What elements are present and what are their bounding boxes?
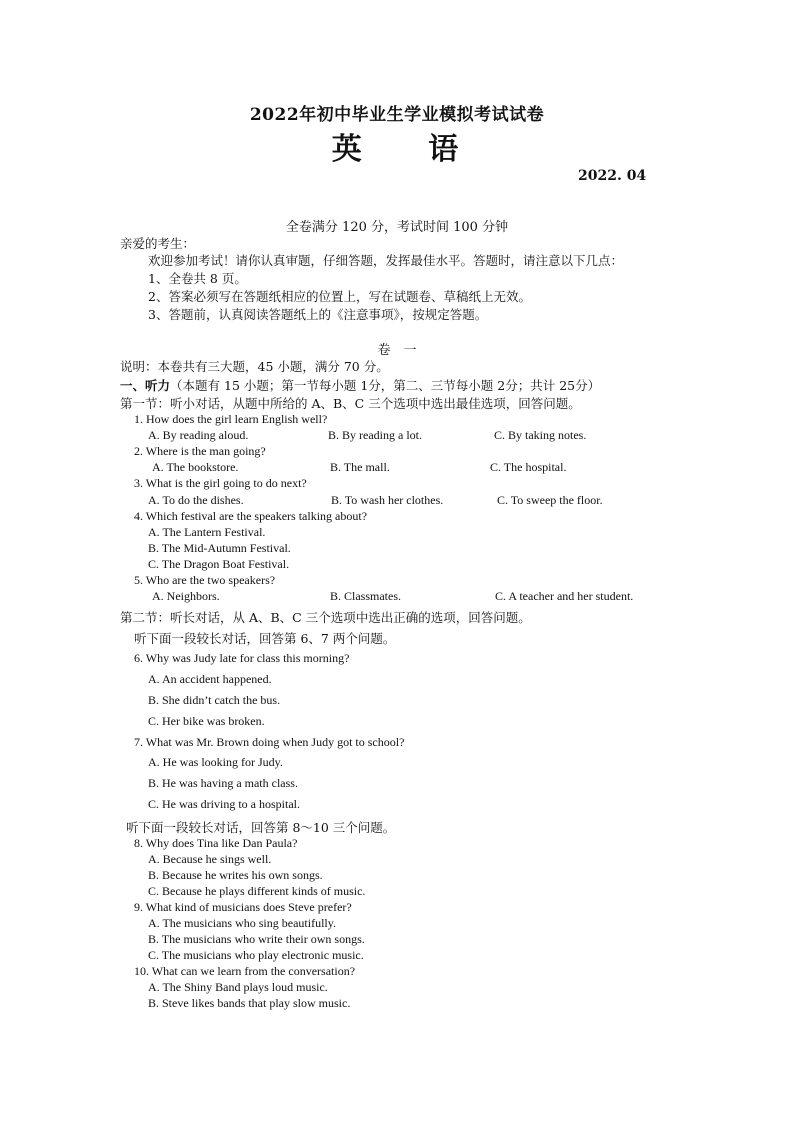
q5-option-b: B. Classmates. bbox=[330, 589, 401, 603]
question-9: 9. What kind of musicians does Steve prefer? bbox=[134, 900, 352, 914]
volume-explain: 说明：本卷共有三大题，45 小题，满分 70 分。 bbox=[120, 359, 389, 374]
exam-date: 2022. 04 bbox=[578, 168, 647, 184]
q3-option-a: A. To do the dishes. bbox=[148, 493, 244, 507]
question-2: 2. Where is the man going? bbox=[134, 444, 266, 458]
note-1: 1、全卷共 8 页。 bbox=[148, 271, 247, 286]
q10-option-b: B. Steve likes bands that play slow music. bbox=[148, 996, 351, 1010]
q1-option-c: C. By taking notes. bbox=[494, 428, 587, 442]
q8-option-c: C. Because he plays different kinds of music. bbox=[148, 884, 366, 898]
q9-option-a: A. The musicians who sing beautifully. bbox=[148, 916, 336, 930]
listen-instruction-6-7: 听下面一段较长对话，回答第 6、7 两个问题。 bbox=[134, 631, 396, 646]
q4-option-c: C. The Dragon Boat Festival. bbox=[148, 557, 290, 571]
question-8: 8. Why does Tina like Dan Paula? bbox=[134, 836, 298, 850]
section2-instruction: 第二节：听长对话，从 A、B、C 三个选项中选出正确的选项，回答问题。 bbox=[120, 610, 531, 625]
q1-option-b: B. By reading a lot. bbox=[328, 428, 422, 442]
question-4: 4. Which festival are the speakers talking about? bbox=[134, 509, 368, 523]
q5-option-c: C. A teacher and her student. bbox=[495, 589, 634, 603]
q8-option-a: A. Because he sings well. bbox=[148, 852, 272, 866]
greeting: 亲爱的考生： bbox=[120, 236, 196, 251]
q2-option-b: B. The mall. bbox=[330, 460, 390, 474]
q2-option-c: C. The hospital. bbox=[490, 460, 567, 474]
welcome-text: 欢迎参加考试！请你认真审题，仔细答题，发挥最佳水平。答题时，请注意以下几点： bbox=[148, 253, 624, 268]
q6-option-a: A. An accident happened. bbox=[148, 672, 272, 686]
q7-option-a: A. He was looking for Judy. bbox=[148, 755, 283, 769]
q9-option-c: C. The musicians who play electronic music. bbox=[148, 948, 364, 962]
q1-option-a: A. By reading aloud. bbox=[148, 428, 249, 442]
q6-option-c: C. Her bike was broken. bbox=[148, 714, 265, 728]
part1-detail: （本题有 15 小题；第一节每小题 1分，第二、三节每小题 2分；共计 25分） bbox=[170, 378, 601, 393]
note-2: 2、答案必须写在答题纸相应的位置上，写在试题卷、草稿纸上无效。 bbox=[148, 289, 531, 304]
part1-heading bbox=[120, 376, 600, 394]
q5-option-a: A. Neighbors. bbox=[152, 589, 220, 603]
q7-option-b: B. He was having a math class. bbox=[148, 776, 298, 790]
q9-option-b: B. The musicians who write their own songs. bbox=[148, 932, 365, 946]
listen-instruction-8-10: 听下面一段较长对话，回答第 8～10 三个问题。 bbox=[126, 820, 396, 835]
part1-title: 一、听力 bbox=[120, 378, 171, 393]
score-time-line: 全卷满分 120 分，考试时间 100 分钟 bbox=[285, 220, 509, 235]
volume-label: 卷 一 bbox=[377, 343, 417, 358]
note-3: 3、答题前，认真阅读答题纸上的《注意事项》，按规定答题。 bbox=[148, 307, 488, 322]
q4-option-a: A. The Lantern Festival. bbox=[148, 525, 266, 539]
q3-option-b: B. To wash her clothes. bbox=[331, 493, 444, 507]
question-3: 3. What is the girl going to do next? bbox=[134, 476, 307, 490]
subject-title: 英 语 bbox=[331, 132, 487, 167]
q3-option-c: C. To sweep the floor. bbox=[497, 493, 603, 507]
exam-title: 2022年初中毕业生学业模拟考试试卷 bbox=[249, 105, 545, 125]
q7-option-c: C. He was driving to a hospital. bbox=[148, 797, 300, 811]
question-10: 10. What can we learn from the conversation? bbox=[134, 964, 356, 978]
q8-option-b: B. Because he writes his own songs. bbox=[148, 868, 323, 882]
question-7: 7. What was Mr. Brown doing when Judy got to school? bbox=[134, 735, 405, 749]
question-6: 6. Why was Judy late for class this morning? bbox=[134, 651, 350, 665]
q2-option-a: A. The bookstore. bbox=[152, 460, 239, 474]
q4-option-b: B. The Mid-Autumn Festival. bbox=[148, 541, 291, 555]
section1-instruction: 第一节：听小对话，从题中所给的 A、B、C 三个选项中选出最佳选项，回答问题。 bbox=[120, 396, 581, 411]
q6-option-b: B. She didn’t catch the bus. bbox=[148, 693, 281, 707]
question-1: 1. How does the girl learn English well? bbox=[134, 412, 328, 426]
q10-option-a: A. The Shiny Band plays loud music. bbox=[148, 980, 328, 994]
question-5: 5. Who are the two speakers? bbox=[134, 573, 276, 587]
